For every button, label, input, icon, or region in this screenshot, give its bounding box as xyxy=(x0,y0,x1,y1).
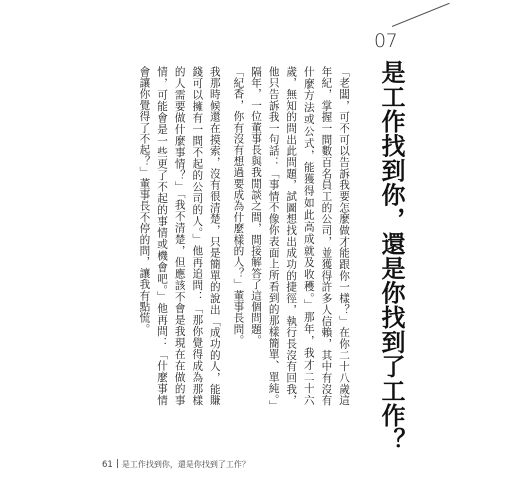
footer-divider xyxy=(117,459,118,468)
paragraph: 「紀香，你有沒有想過要成為什麼樣的人？」董事長問。 xyxy=(232,66,245,346)
running-title: 是工作找到你，還是你找到了工作？ xyxy=(121,460,250,469)
decorative-rule xyxy=(392,3,450,27)
page-number: 61 xyxy=(102,460,113,470)
chapter-number: 07 xyxy=(374,30,398,52)
page-footer xyxy=(102,458,322,472)
chapter-title: 是工作找到你，還是你找到了工作？ xyxy=(377,60,405,452)
paragraph: 我那時候還在摸索，沒有很清楚，只是簡單的說出「成功的人，能賺錢可以擁有一間不起的公司的人。」他再追問：「那你覺得成為那樣的人需要做什麼事情？」「我不清楚，但應該不會是我現在在做的事情，可能會是一些更了不起的事情或機會吧。」他再問：「什麼事情會讓你覺得了不起？」董事長不停的問，讓我有點慌。 xyxy=(138,66,221,406)
body-text xyxy=(140,66,352,406)
paragraph: 「老闆，可不可以告訴我要怎麼做才能跟你一樣？」在你二十八歲這年紀，掌握一間數百名員工的公司，並獲得許多人信賴，其中有沒有什麼方法或公式，能獲得如此高成就及收穫。」那年，我才二十六歲，無知的問出此問題，試圖想找出成功的捷徑，執行長沒有回我，他只告訴我一句話：「事情不像你表面上所看到的那樣簡單、單純。」隔年，一位董事長與我閒談之間，間接解答了這個問題。 xyxy=(250,66,350,406)
